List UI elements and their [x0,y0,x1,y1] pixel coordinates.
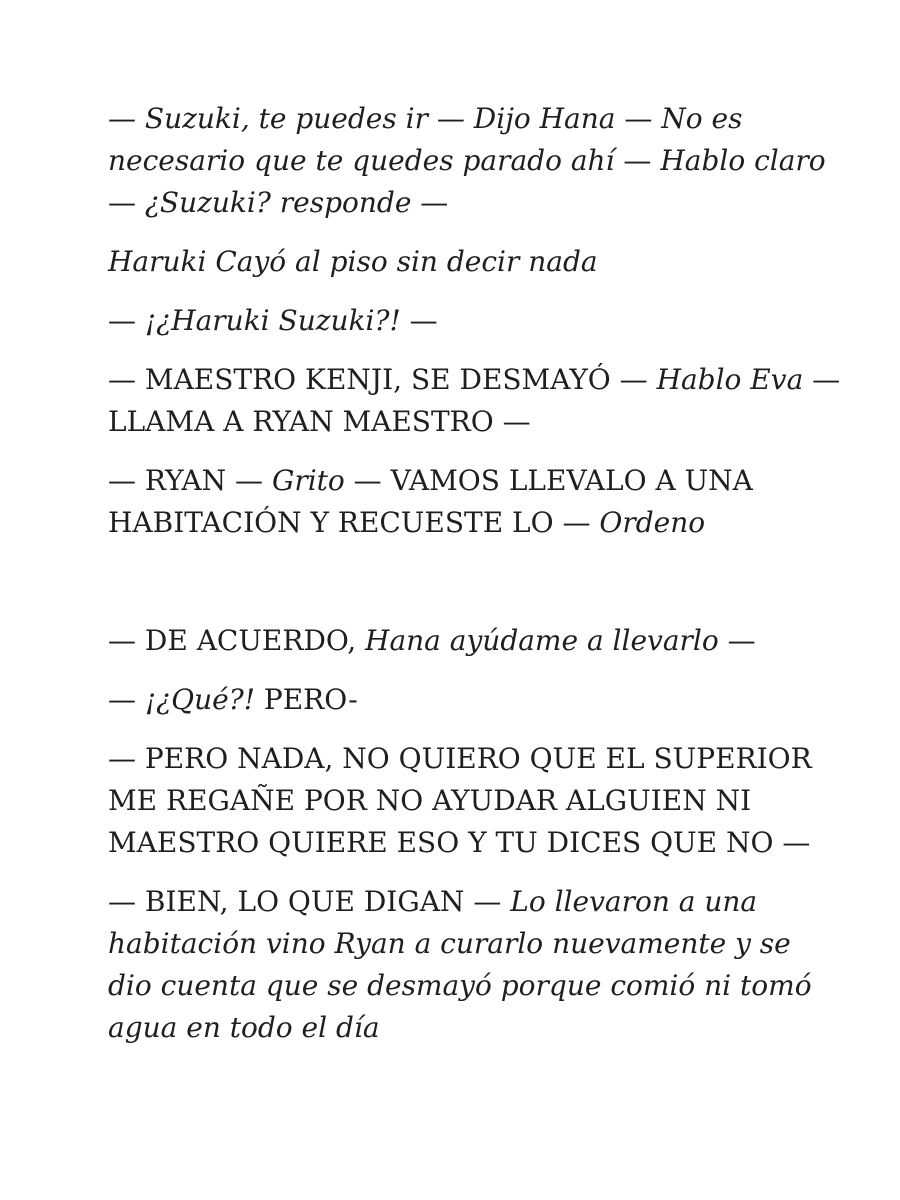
paragraph-line [108,679,798,721]
text-run: — MAESTRO KENJI, SE DESMAYÓ — [108,363,657,396]
paragraph-line [108,140,826,182]
italic-text-run: Ordeno [599,506,706,539]
italic-text-run: ¡¿Haruki Suzuki?! [144,304,401,337]
paragraph-line [108,780,798,822]
story-page [108,98,841,1066]
story-paragraph [108,359,841,443]
paragraph-line [108,923,798,965]
story-paragraph [108,98,826,224]
story-paragraph [108,738,812,864]
italic-text-run: dio cuenta que se desmayó porque comió ni tomó [108,969,812,1002]
italic-text-run: Grito [271,464,345,497]
italic-text-run: habitación vino Ryan a curarlo nuevamente y se [108,927,791,960]
story-paragraph [108,300,798,342]
paragraph-line [108,241,798,283]
paragraph-line [108,460,798,502]
paragraph-line [108,502,798,544]
italic-text-run: Lo llevaron a una [510,885,758,918]
text-run: — PERO NADA, NO QUIERO QUE EL SUPERIOR [108,742,812,775]
paragraph-line [108,98,798,140]
italic-text-run: Hablo Eva [656,363,804,396]
italic-text-run: Suzuki, te puedes ir [144,102,428,135]
text-run: — [718,624,756,657]
text-run: MAESTRO QUIERE ESO Y TU DICES QUE NO — [108,826,811,859]
text-run: — [803,363,841,396]
story-paragraph [108,620,798,662]
text-run: — [108,102,145,135]
story-paragraph [108,679,798,721]
italic-text-run: Hablo claro [660,144,826,177]
italic-text-run: ¿Suzuki? responde [144,186,412,219]
section-gap [108,561,798,620]
paragraph-line [108,359,841,401]
paragraph-line [108,965,812,1007]
italic-text-run: Hana ayúdame a llevarlo [365,624,719,657]
italic-text-run: Haruki Cayó al piso sin decir nada [108,245,598,278]
text-run: — RYAN — [108,464,272,497]
italic-text-run: necesario que te quedes parado ahí [108,144,615,177]
text-run: — VAMOS LLEVALO A UNA [344,464,753,497]
text-run: — [108,304,145,337]
italic-text-run: No es [661,102,743,135]
text-run: HABITACIÓN Y RECUESTE LO — [108,506,600,539]
story-paragraph [108,881,812,1049]
italic-text-run: Dijo Hana [473,102,616,135]
text-run: — [108,186,145,219]
text-run: LLAMA A RYAN MAESTRO — [108,405,531,438]
paragraph-line [108,401,798,443]
text-run: — [614,144,661,177]
text-run: — DE ACUERDO, [108,624,366,657]
paragraph-line [108,881,798,923]
text-run: — [427,102,474,135]
text-run: — [400,304,438,337]
paragraph-line [108,1007,798,1049]
paragraph-line [108,738,812,780]
story-paragraph [108,241,798,283]
paragraph-line [108,822,811,864]
text-run: — [108,683,145,716]
text-run: ME REGAÑE POR NO AYUDAR ALGUIEN NI [108,784,752,817]
text-run: — BIEN, LO QUE DIGAN — [108,885,511,918]
text-run: — [615,102,662,135]
italic-text-run: agua en todo el día [108,1011,380,1044]
story-paragraph [108,460,798,544]
text-run: — [411,186,449,219]
paragraph-line [108,620,798,662]
paragraph-line [108,300,798,342]
text-run: PERO- [255,683,358,716]
italic-text-run: ¡¿Qué?! [144,683,255,716]
paragraph-line [108,182,798,224]
